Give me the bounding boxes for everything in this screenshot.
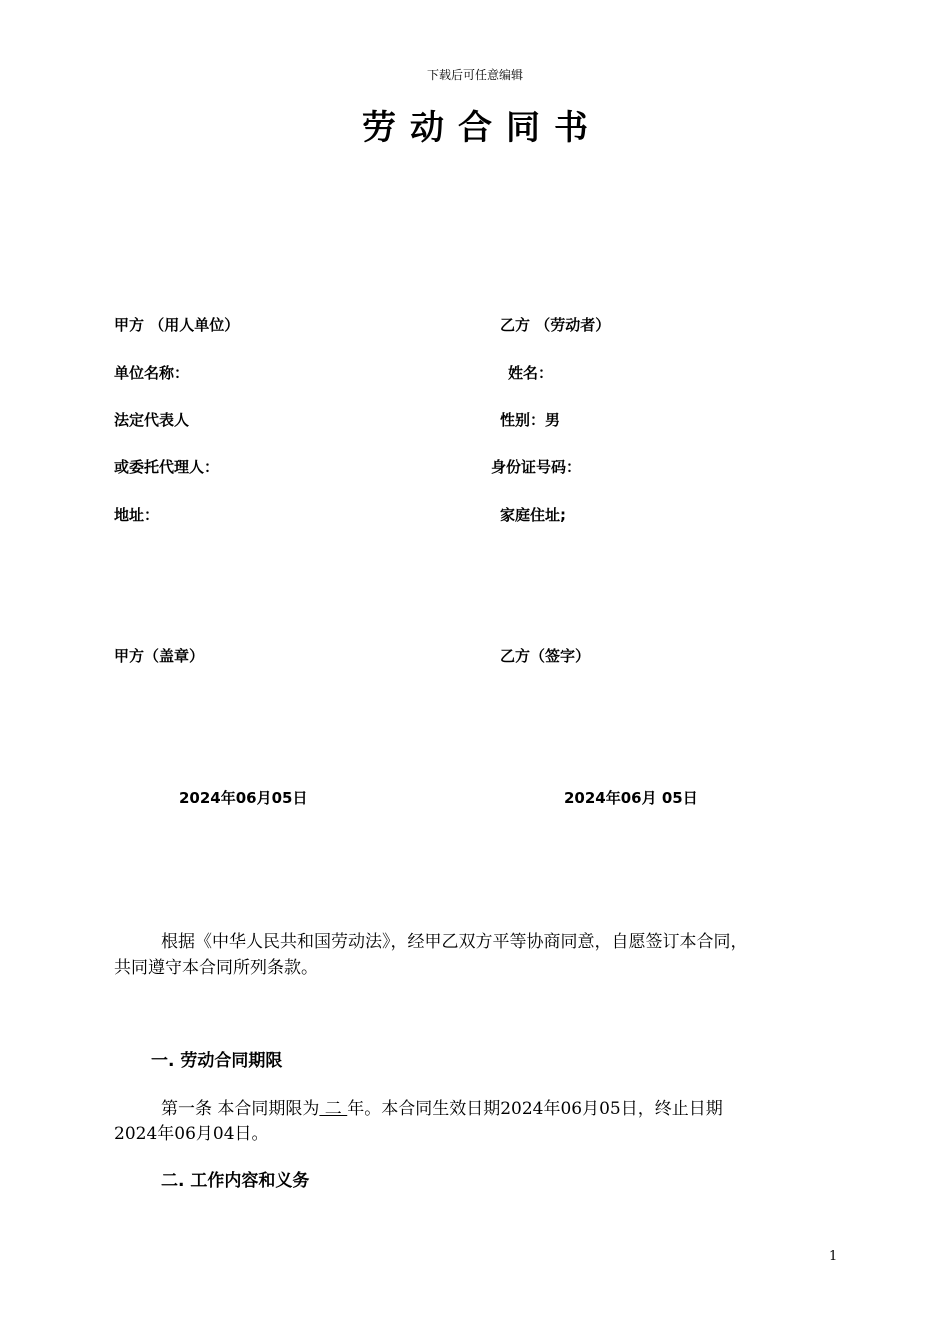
party-a-company-name: 单位名称： — [114, 364, 190, 382]
party-b-id-number: 身份证号码： — [491, 458, 582, 476]
page-number: 1 — [829, 1249, 838, 1264]
document-title: 劳动合同书 — [362, 108, 602, 148]
article-1-prefix: 第一条 本合同期限为 — [161, 1099, 320, 1119]
party-b-heading: 乙方 （劳动者） — [500, 316, 611, 334]
party-a-address: 地址： — [114, 506, 160, 524]
article-1-line-2: 2024年06月04日。 — [114, 1124, 269, 1144]
party-a-agent: 或委托代理人： — [114, 458, 220, 476]
preamble-line-2: 共同遵守本合同所列条款。 — [114, 958, 318, 978]
party-b-home-address: 家庭住址; — [500, 506, 566, 524]
party-b-date: 2024年06月 05日 — [564, 789, 698, 807]
section-2-heading: 二. 工作内容和义务 — [161, 1171, 310, 1191]
article-1-suffix: 年。本合同生效日期2024年06月05日，终止日期 — [347, 1099, 723, 1119]
party-a-legal-rep: 法定代表人 — [114, 411, 190, 429]
contract-term-blank: 二 — [319, 1099, 348, 1119]
party-b-name: 姓名： — [508, 364, 554, 382]
section-1-heading: 一. 劳动合同期限 — [151, 1051, 283, 1071]
party-a-seal: 甲方（盖章） — [114, 647, 205, 665]
header-note: 下载后可任意编辑 — [426, 68, 523, 82]
party-a-heading: 甲方 （用人单位） — [114, 316, 240, 334]
preamble-line-1: 根据《中华人民共和国劳动法》，经甲乙双方平等协商同意，自愿签订本合同， — [161, 932, 748, 952]
party-a-date: 2024年06月05日 — [179, 789, 308, 807]
party-b-signature: 乙方（签字） — [500, 647, 591, 665]
article-1-line-1 — [161, 1094, 723, 1119]
party-b-gender: 性别：男 — [500, 411, 561, 429]
